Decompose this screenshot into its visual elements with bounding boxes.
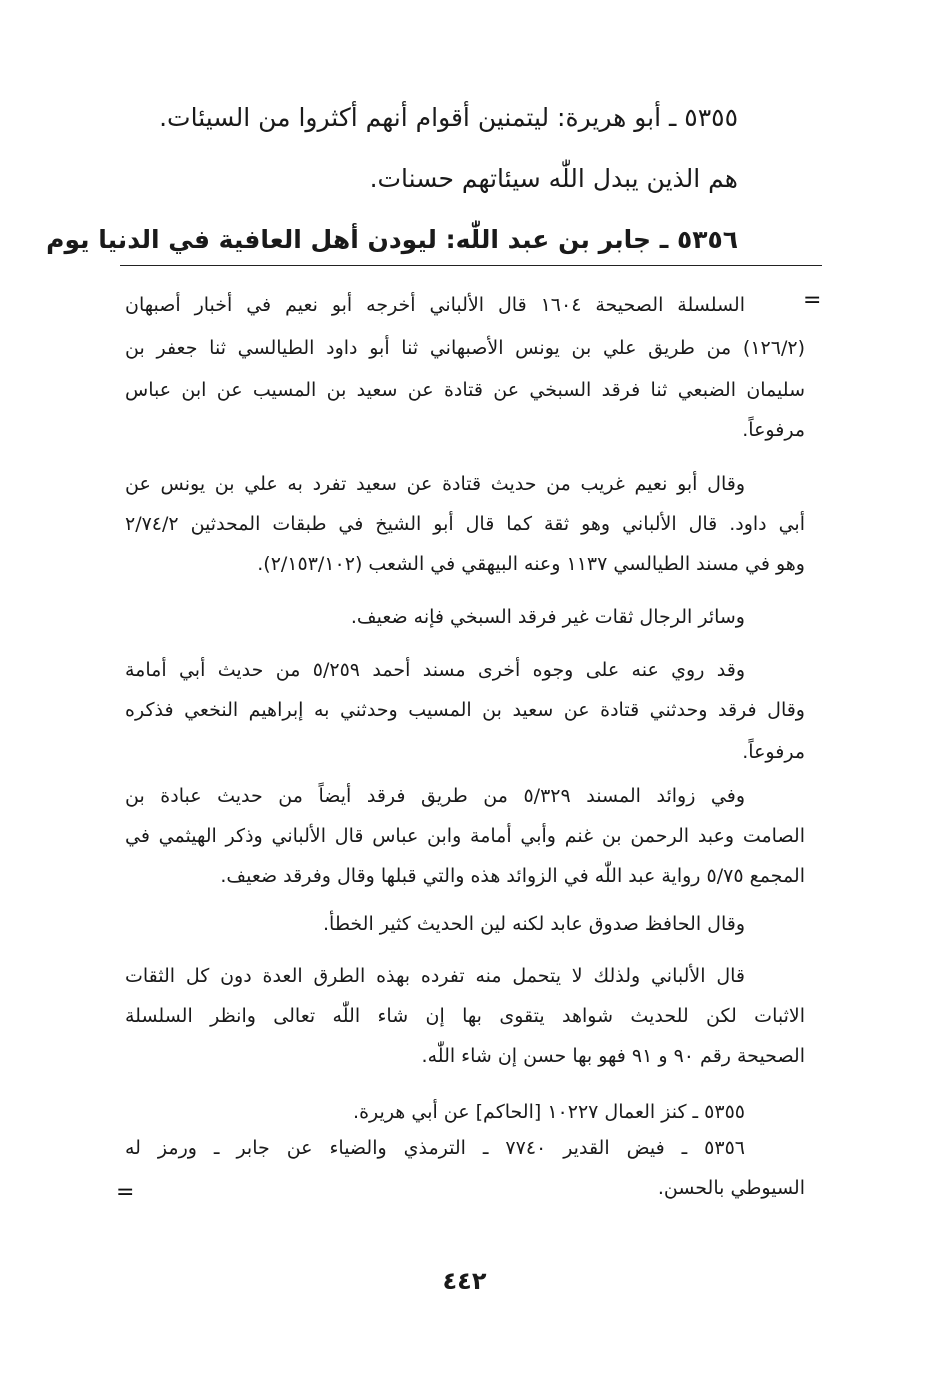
- commentary-p6-line-1: وقال الحافظ صدوق عابد لكنه لين الحديث كثير الخطأ.: [323, 913, 745, 935]
- page-number: ٤٤٢: [442, 1267, 487, 1295]
- source-5356-line-1: ٥٣٥٦ ـ فيض القدير ٧٧٤٠ ـ الترمذي والضياء عن جابر ـ ورمز له: [125, 1137, 745, 1159]
- commentary-p1-line-4: مرفوعاً.: [742, 419, 805, 441]
- commentary-p2-line-1: وقال أبو نعيم غريب من حديث قتادة عن سعيد تفرد به علي بن يونس عن: [125, 473, 745, 495]
- commentary-p1-line-3: سليمان الضبعي ثنا فرقد السبخي عن قتادة عن سعيد بن المسيب عن ابن عباس: [125, 379, 805, 401]
- source-5356-line-2: السيوطي بالحسن.: [657, 1177, 805, 1199]
- commentary-p5-line-3: المجمع ٥/٧٥ رواية عبد اللّٰه في الزوائد هذه والتي قبلها وقال وفرقد ضعيف.: [220, 865, 805, 887]
- commentary-p7-line-2: الاثبات لكن للحديث شواهد يتقوى بها إن شاء اللّٰه تعالى وانظر السلسلة: [125, 1005, 805, 1027]
- continuation-mark-top: =: [803, 288, 822, 313]
- commentary-p2-line-2: أبي داود. قال الألباني وهو ثقة كما قال أبو الشيخ في طبقات المحدثين ٢/٧٤/٢: [125, 513, 805, 535]
- entry-5355-line-1: ٥٣٥٥ ـ أبو هريرة: ليتمنين أقوام أنهم أكثروا من السيئات.: [159, 103, 738, 132]
- commentary-p7-line-1: قال الألباني ولذلك لا يتحمل منه تفرده بهذه الطرق العدة دون كل الثقات: [125, 965, 745, 987]
- commentary-p7-line-3: الصحيحة رقم ٩٠ و ٩١ فهو بها حسن إن شاء اللّٰه.: [421, 1045, 805, 1067]
- entry-5356-line-1: ٥٣٥٦ ـ جابر بن عبد اللّٰه: ليودن أهل العافية في الدنيا يوم: [46, 225, 738, 254]
- commentary-p4-line-3: مرفوعاً.: [742, 741, 805, 763]
- commentary-p1-line-1: السلسلة الصحيحة ١٦٠٤ قال الألباني أخرجه أبو نعيم في أخبار أصبهان: [125, 294, 746, 316]
- commentary-p4-line-1: وقد روي عنه على وجوه أخرى مسند أحمد ٥/٢٥٩ من حديث أبي أمامة: [125, 659, 745, 681]
- commentary-p5-line-2: الصامت وعبد الرحمن بن غنم وأبي أمامة وابن عباس قال الألباني وذكر الهيثمي في: [125, 825, 805, 847]
- commentary-p1-line-2: (١٢٦/٢) من طريق علي بن يونس الأصبهاني ثنا أبو داود الطيالسي ثنا جعفر بن: [125, 337, 805, 359]
- commentary-p5-line-1: وفي زوائد المسند ٥/٣٢٩ من طريق فرقد أيضاً من حديث عبادة بن: [125, 785, 746, 807]
- continuation-mark-bottom: =: [116, 1180, 135, 1205]
- commentary-p4-line-2: وقال فرقد وحدثني قتادة عن سعيد بن المسيب وحدثني به إبراهيم النخعي فذكره: [125, 699, 805, 721]
- source-5355: ٥٣٥٥ ـ كنز العمال ١٠٢٢٧ [الحاكم] عن أبي هريرة.: [353, 1101, 745, 1123]
- commentary-p3-line-1: وسائر الرجال ثقات غير فرقد السبخي فإنه ضعيف.: [350, 606, 745, 628]
- footnote-divider: [120, 265, 822, 266]
- entry-5355-line-2: هم الذين يبدل اللّٰه سيئاتهم حسنات.: [369, 164, 738, 193]
- commentary-p2-line-3: وهو في مسند الطيالسي ١١٣٧ وعنه البيهقي في الشعب (٢/١٥٣/١٠٢).: [257, 553, 805, 575]
